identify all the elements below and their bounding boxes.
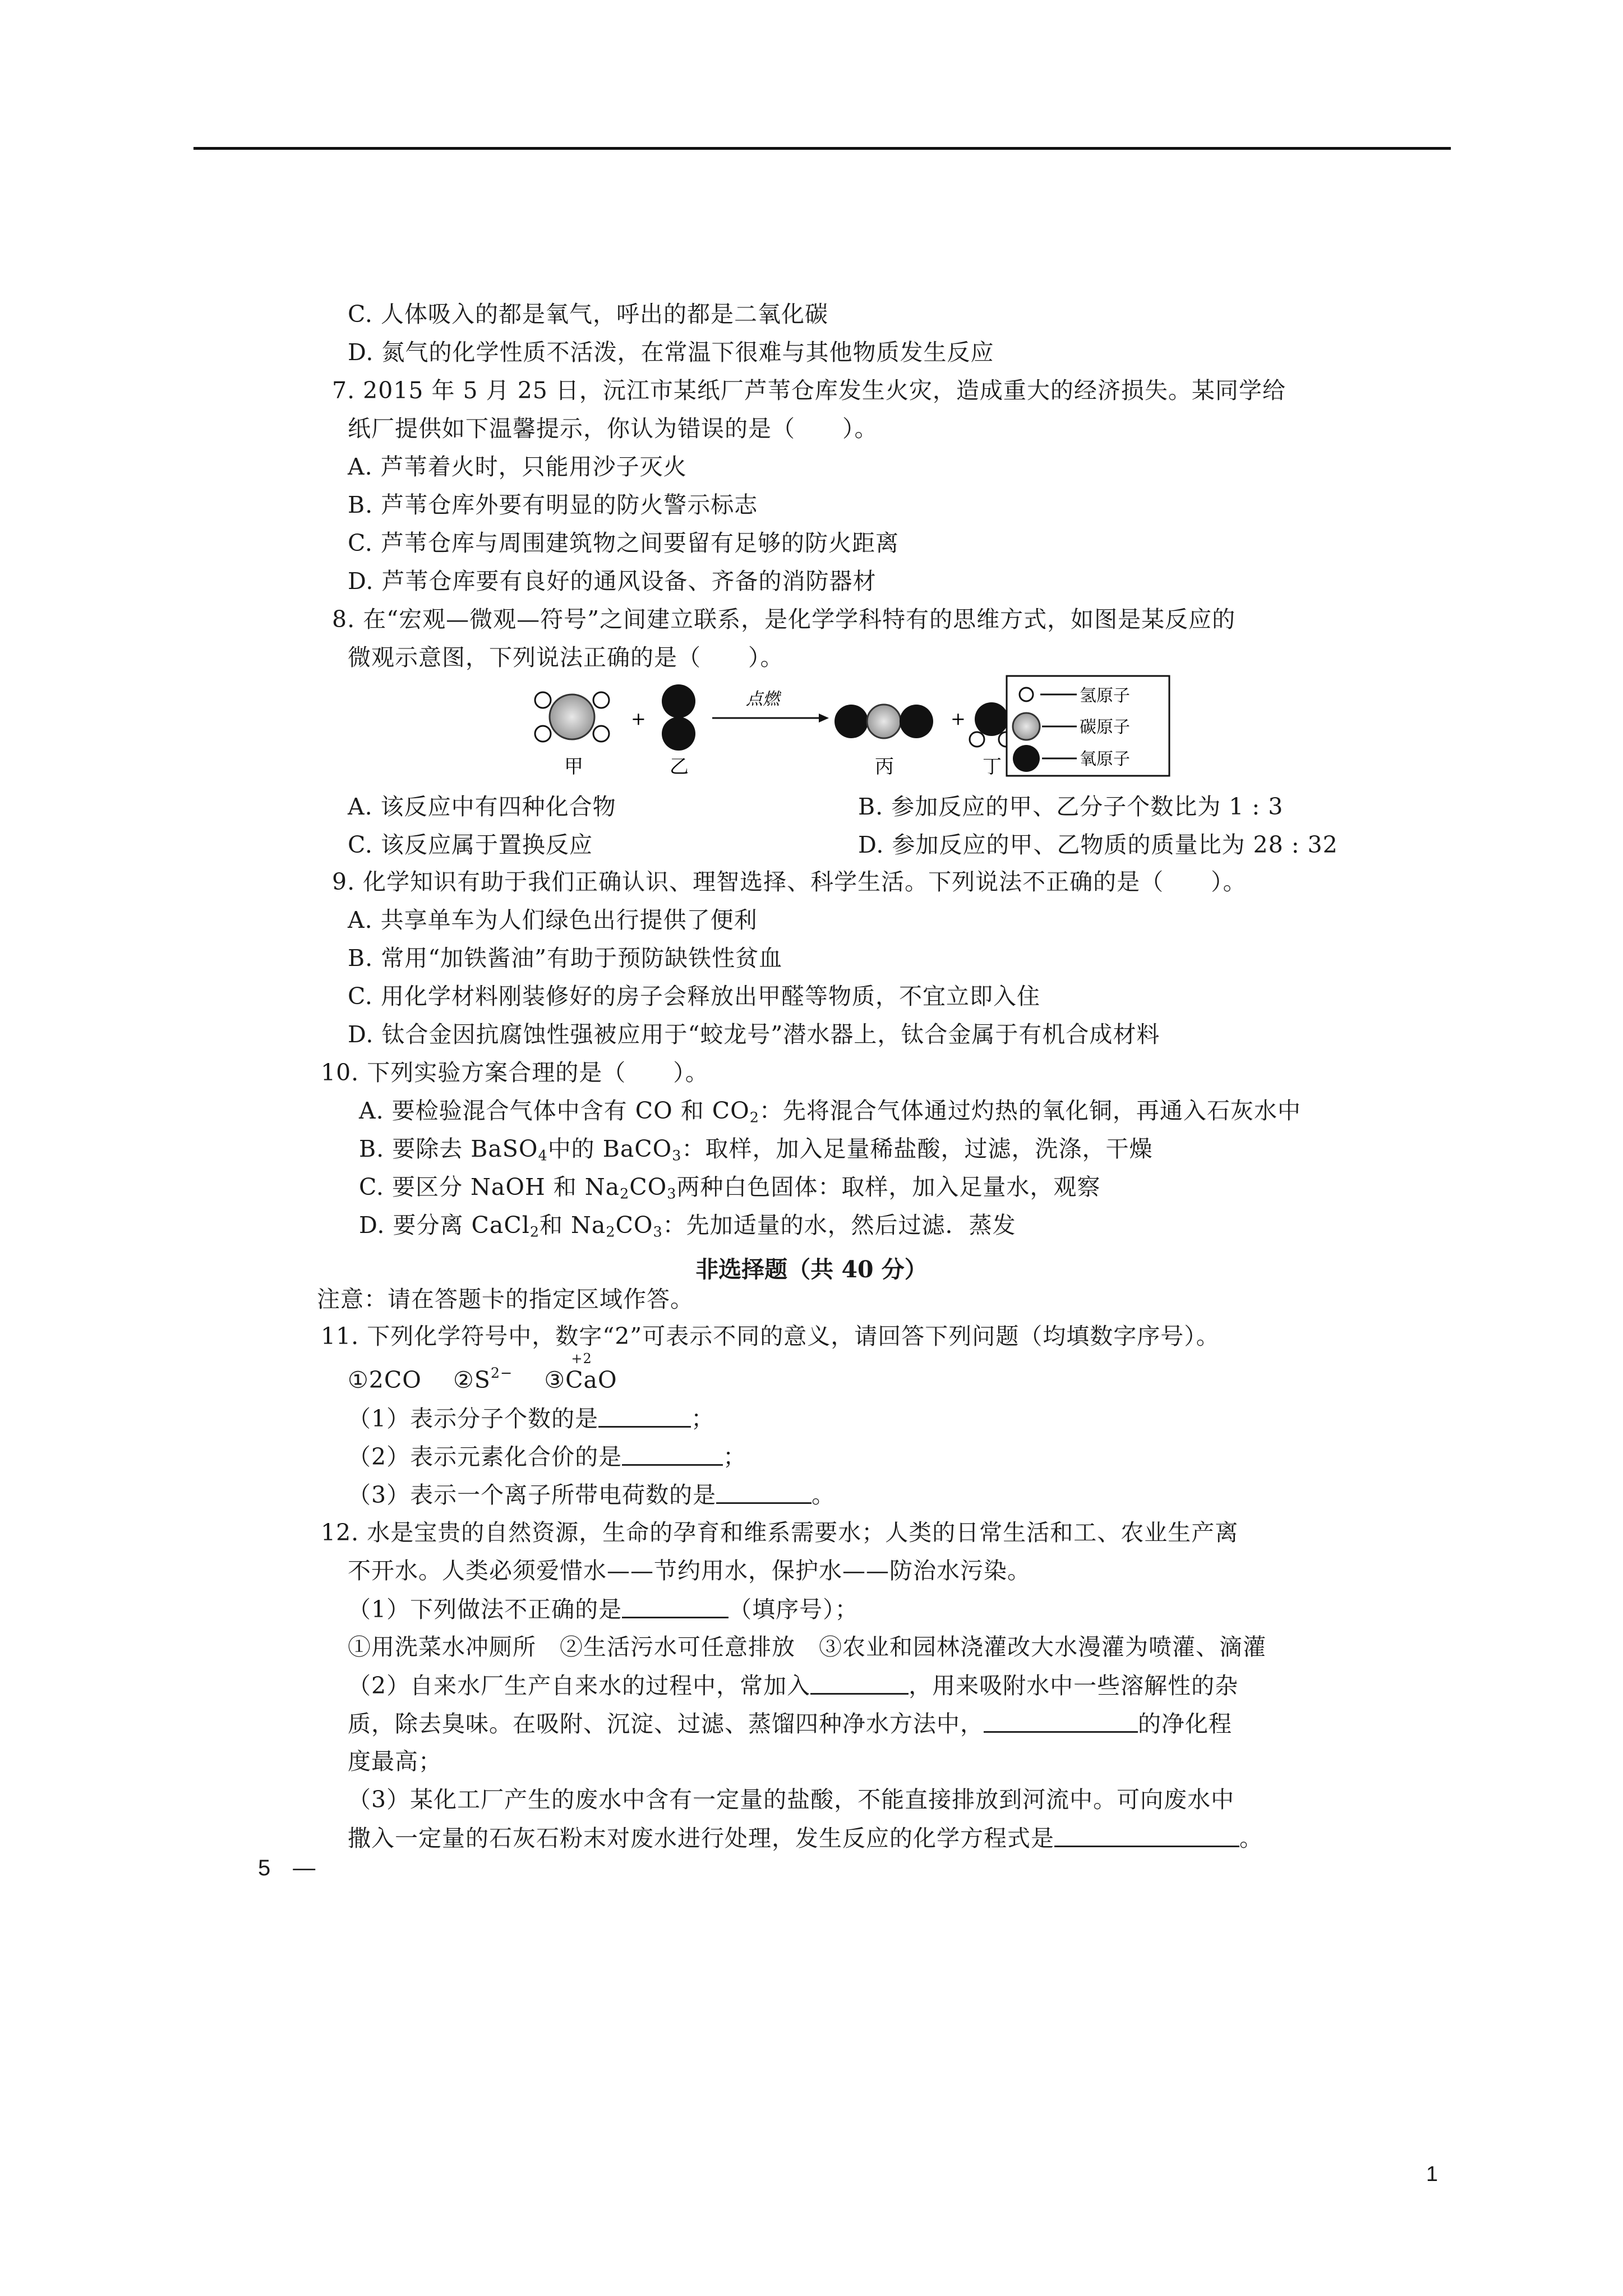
q7-option-d: D. 芦苇仓库要有良好的通风设备、齐备的消防器材 [348,568,877,595]
plus-sign: + [951,708,966,729]
q7-option-b: B. 芦苇仓库外要有明显的防火警示标志 [348,491,758,518]
section-title: 非选择题（共 40 分） [695,1256,928,1283]
label-jia: 甲 [564,756,583,778]
answer-blank[interactable] [984,1712,1138,1733]
hydrogen-atom [593,726,609,742]
q12-part1: （1）下列做法不正确的是 （填序号）； [348,1596,859,1623]
q6-option-c: C. 人体吸入的都是氧气，呼出的都是二氧化碳 [348,301,828,328]
section-note: 注意：请在答题卡的指定区域作答。 [317,1286,694,1313]
q8-option-d: D. 参加反应的甲、乙物质的质量比为 28 : 32 [858,831,1338,858]
oxygen-atom [662,717,695,751]
q12-stem-line1: 12. 水是宝贵的自然资源，生命的孕育和维系需要水；人类的日常生活和工、农业生产离 [321,1519,1239,1546]
q8-option-c: C. 该反应属于置换反应 [348,831,593,858]
hydrogen-atom [535,726,551,742]
answer-blank[interactable] [716,1483,811,1504]
molecule-bing [834,705,933,738]
atom-legend [1007,676,1169,776]
answer-blank[interactable] [1054,1826,1239,1847]
hydrogen-atom [593,692,609,708]
answer-blank[interactable] [810,1674,909,1695]
arrow-head [819,714,829,723]
q10-stem: 10. 下列实验方案合理的是（ ）。 [321,1059,709,1086]
q7-stem-line2: 纸厂提供如下温馨提示，你认为错误的是（ ）。 [348,415,878,442]
q9-option-c: C. 用化学材料刚装修好的房子会释放出甲醛等物质，不宜立即入住 [348,983,1040,1010]
page-number: 1 [1426,2162,1438,2186]
q11-part1: （1）表示分子个数的是 ； [348,1405,715,1432]
q8-stem-line2: 微观示意图，下列说法正确的是（ ）。 [348,644,784,671]
molecule-yi [662,684,695,751]
q8-stem-line1: 8. 在“宏观—微观—符号”之间建立联系，是化学学科特有的思维方式，如图是某反应的 [332,606,1236,633]
q10-option-c: C. 要区分 NaOH 和 $Na_2CO_3$两种白色固体：取样，加入足量水，观察 [359,1174,1101,1202]
answer-blank[interactable] [622,1445,723,1466]
q12-part2-line1: （2）自来水厂生产自来水的过程中，常加入 ，用来吸附水中一些溶解性的杂 [348,1672,1239,1699]
q10-option-d: D. 要分离 CaCl$_2$和 $Na_2CO_3$：先加适量的水，然后过滤．蒸发 [359,1212,1016,1240]
q12-part2-line2: 质，除去臭味。在吸附、沉淀、过滤、蒸馏四种净水方法中， 的净化程 [348,1710,1232,1737]
q11-part3: （3）表示一个离子所带电荷数的是 。 [348,1481,836,1508]
header-rule [193,147,1451,150]
q12-part2-line3: 度最高； [348,1748,442,1775]
oxygen-atom [834,705,868,738]
q9-option-b: B. 常用“加铁酱油”有助于预防缺铁性贫血 [348,945,783,972]
legend-carbon-label: 碳原子 [1080,717,1130,737]
q12-part1-options: ①用洗菜水冲厕所 ②生活污水可任意排放 ③农业和园林浇灌改大水漫灌为喷灌、滴灌 [348,1634,1266,1660]
arrow-label: 点燃 [746,689,780,709]
q11-symbol-3: ③ +2 CaO [544,1351,617,1393]
legend-oxygen-icon [1013,745,1040,772]
q12-part3-line1: （3）某化工厂产生的废水中含有一定量的盐酸，不能直接排放到河流中。可向废水中 [348,1786,1235,1813]
q9-option-d: D. 钛合金因抗腐蚀性强被应用于“蛟龙号”潜水器上，钛合金属于有机合成材料 [348,1021,1160,1048]
legend-hydrogen-icon [1020,688,1033,701]
q12-part3-line2: 撒入一定量的石灰石粉末对废水进行处理，发生反应的化学方程式是 。 [348,1825,1263,1852]
q11-symbol-1: ①2CO [348,1366,422,1393]
q11-symbols [348,1351,617,1393]
q10-option-a: A. 要检验混合气体中含有 CO 和 $CO_2$：先将混合气体通过灼热的氧化铜，再通入石灰水中 [359,1097,1301,1126]
carbon-atom [867,705,901,738]
oxygen-atom [900,705,933,738]
label-ding: 丁 [983,756,1002,778]
hydrogen-atom [535,692,551,708]
q11-symbol-2: $②S^{2-}$ [453,1364,513,1393]
answer-blank[interactable] [598,1407,691,1428]
q12-stem-line2: 不开水。人类必须爱惜水——节约用水，保护水——防治水污染。 [348,1557,1031,1584]
q8-option-a: A. 该反应中有四种化合物 [348,793,616,820]
carbon-atom [550,694,594,739]
q9-stem: 9. 化学知识有助于我们正确认识、理智选择、科学生活。下列说法不正确的是（ ）。 [332,868,1247,895]
q7-stem-line1: 7. 2015 年 5 月 25 日，沅江市某纸厂芦苇仓库发生火灾，造成重大的经济损失。某同学给 [332,377,1286,404]
hydrogen-atom [970,732,984,747]
page-mark: 5 — [258,1856,316,1880]
q6-option-d: D. 氮气的化学性质不活泼，在常温下很难与其他物质发生反应 [348,339,994,366]
plus-sign: + [631,708,646,729]
oxygen-atom [662,684,695,718]
q8-reaction-diagram [494,673,1234,785]
q11-part2: （2）表示元素化合价的是 ； [348,1443,747,1470]
oxygen-atom [975,702,1008,736]
q10-option-b: B. 要除去 BaSO$_4$中的 BaCO$_3$：取样，加入足量稀盐酸，过滤，洗涤，干燥 [359,1135,1153,1164]
q7-option-a: A. 芦苇着火时，只能用沙子灭火 [348,453,687,480]
label-bing: 丙 [875,756,894,778]
legend-carbon-icon [1013,713,1040,740]
label-yi: 乙 [670,756,689,778]
q9-option-a: A. 共享单车为人们绿色出行提供了便利 [348,907,758,933]
molecule-jia [535,692,609,742]
q7-option-c: C. 芦苇仓库与周围建筑物之间要留有足够的防火距离 [348,530,899,556]
legend-hydrogen-label: 氢原子 [1080,686,1130,706]
answer-blank[interactable] [622,1598,728,1618]
q8-option-b: B. 参加反应的甲、乙分子个数比为 1 : 3 [858,793,1284,820]
legend-oxygen-label: 氧原子 [1080,749,1130,769]
q11-stem: 11. 下列化学符号中，数字“2”可表示不同的意义，请回答下列问题（均填数字序号）。 [321,1323,1220,1350]
